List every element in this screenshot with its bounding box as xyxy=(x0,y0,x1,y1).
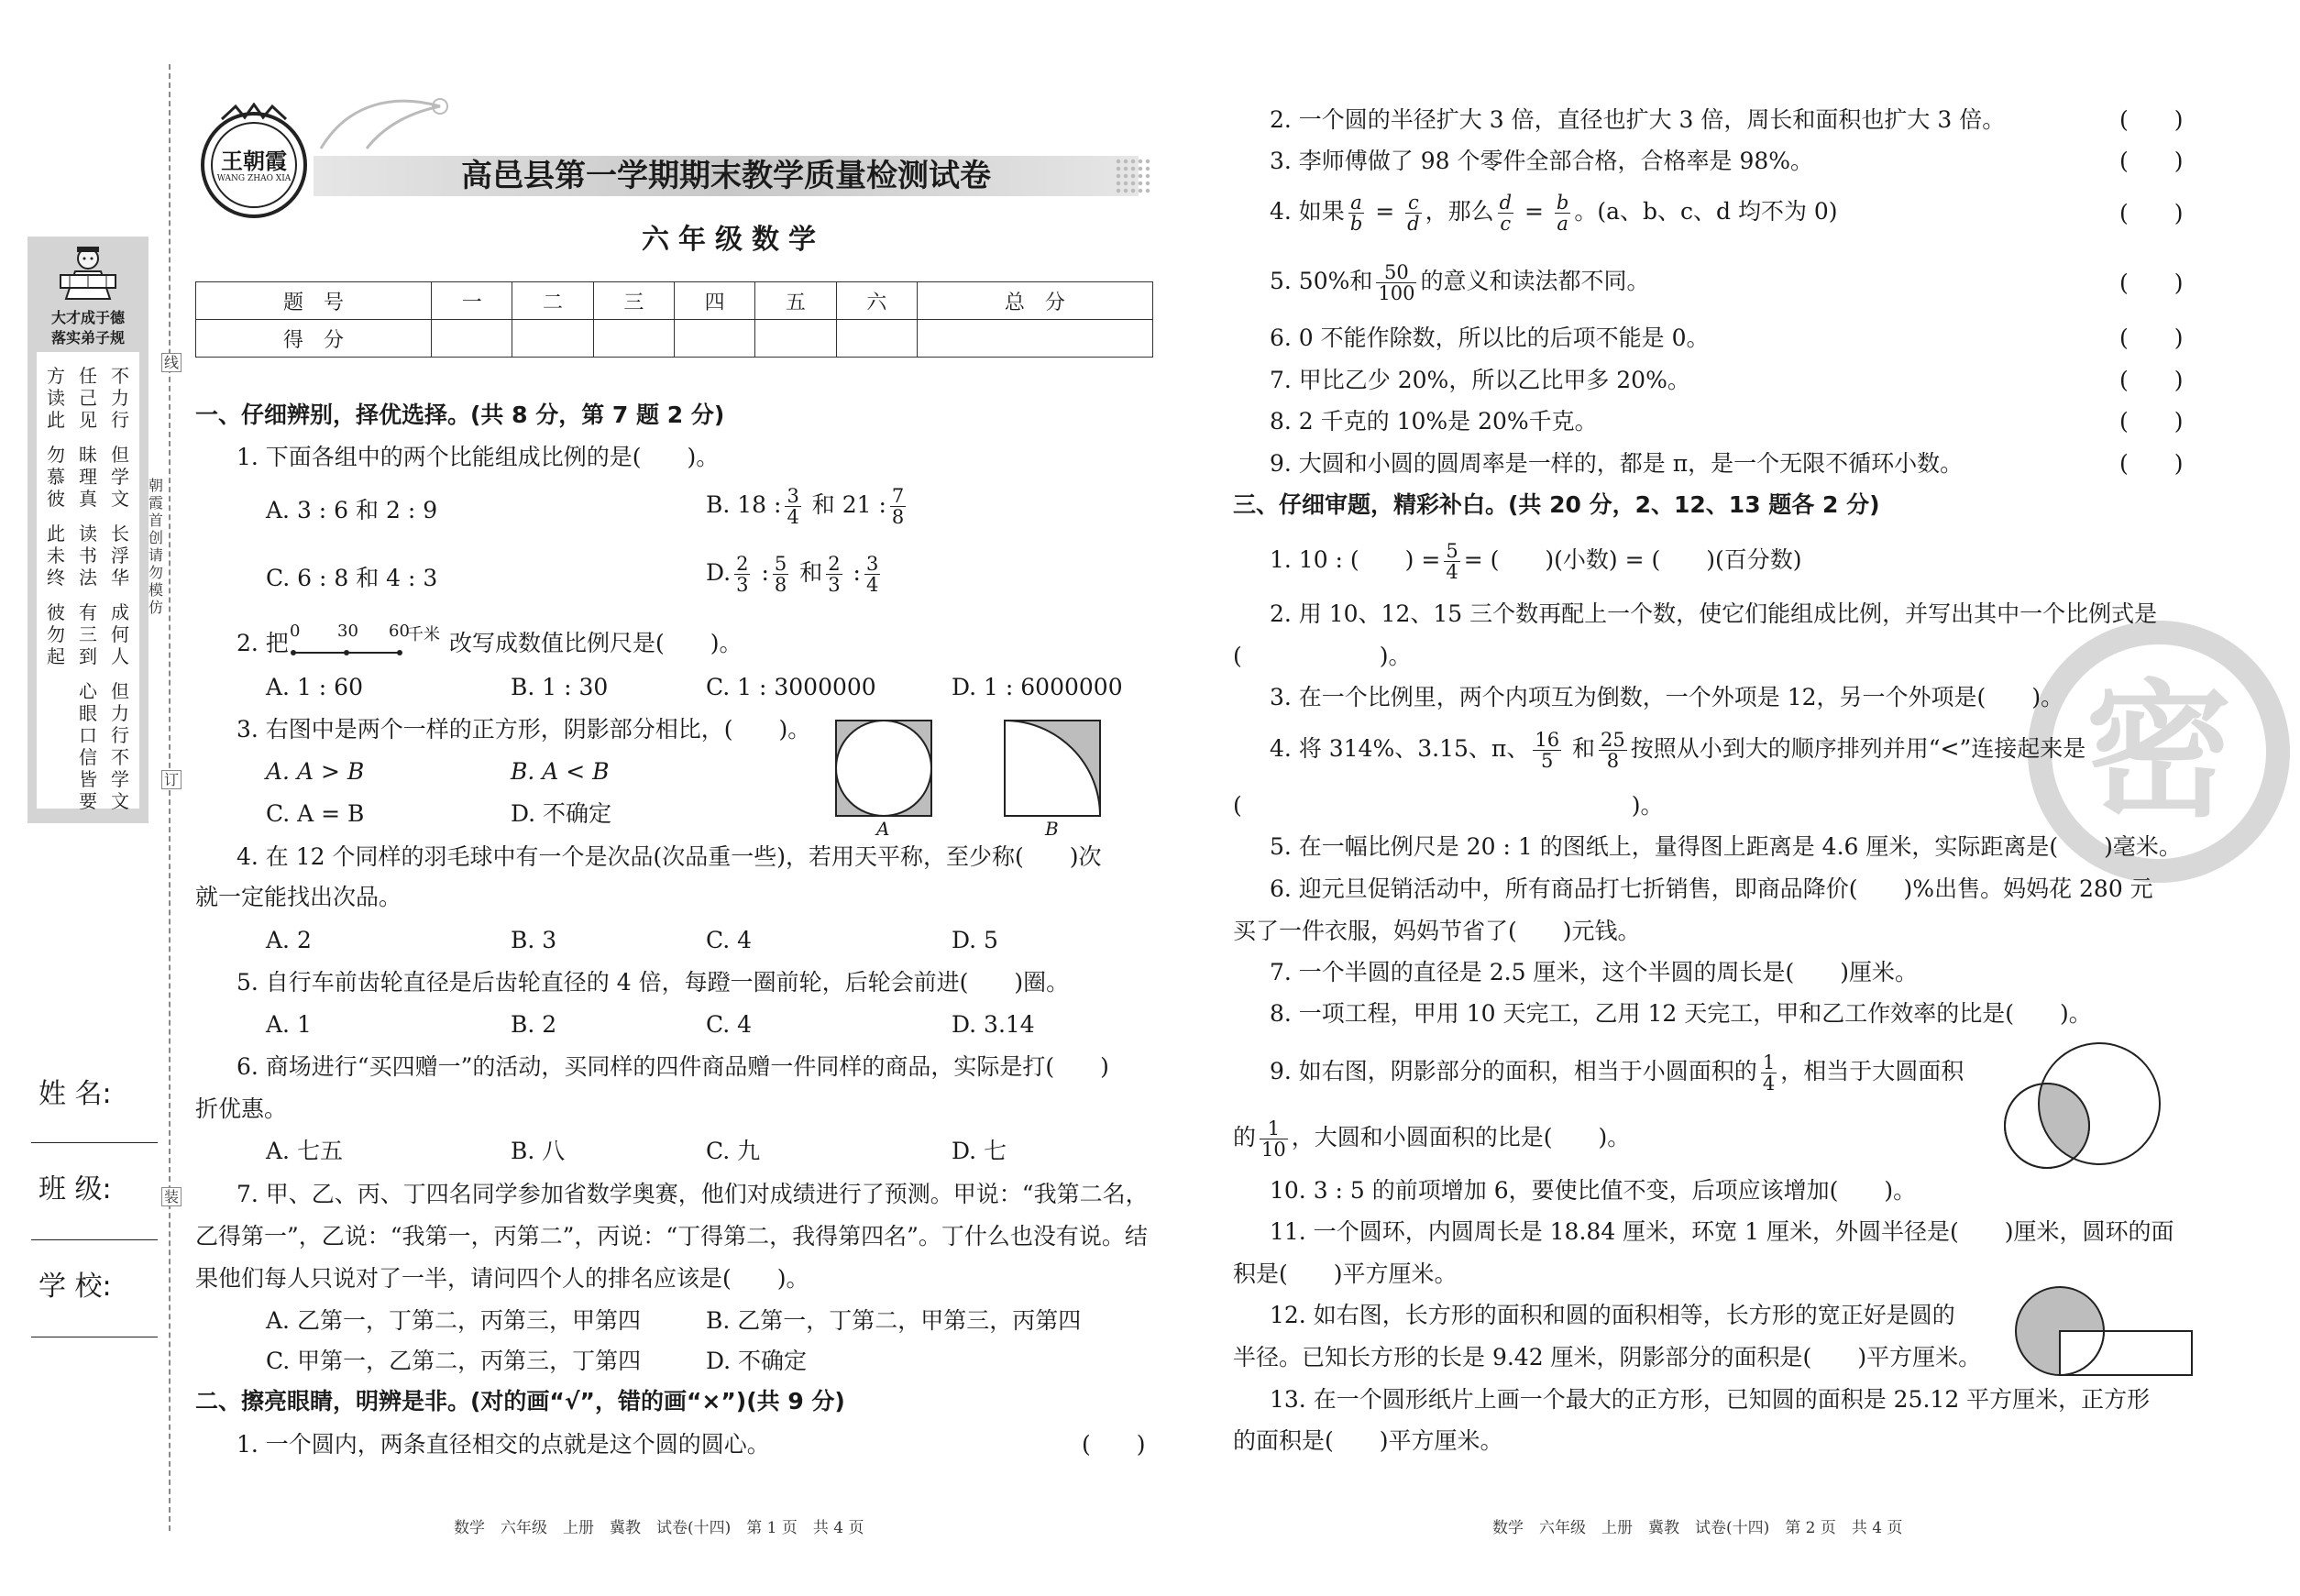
score-input-cell[interactable] xyxy=(593,320,674,358)
p3-q3: 3. 在一个比例里，两个内项互为倒数，一个外项是 12，另一个外项是( )。 xyxy=(1270,684,2064,710)
p1-q1-opt-d: D. $\frac{2}{3}$ : $\frac{5}{8}$ 和 $\frac{2}{3}$ : $\frac{3}{4}$ xyxy=(706,553,879,596)
answer-blank[interactable]: ( ) xyxy=(2119,270,2184,296)
answer-blank[interactable]: ( ) xyxy=(2119,325,2184,351)
motto-col: 但力行 xyxy=(111,680,129,746)
brand-text: 王朝霞 xyxy=(221,148,287,174)
scale-tick: 30 xyxy=(337,622,358,641)
p1-q7-opt-b: B. 乙第一，丁第二，甲第三，丙第四 xyxy=(706,1307,1082,1334)
p2-q2: 2. 一个圆的半径扩大 3 倍，直径也扩大 3 倍，周长和面积也扩大 3 倍。 xyxy=(1270,106,2006,133)
score-table-header-row xyxy=(196,282,1153,320)
p1-q2-post: 改写成数值比例尺是( )。 xyxy=(449,630,743,656)
p1-q7-opt-d: D. 不确定 xyxy=(706,1348,808,1374)
p1-q6-opt-c: C. 九 xyxy=(706,1138,761,1164)
binding-dashed-line xyxy=(169,64,171,1531)
motto-col: 不力行 xyxy=(111,365,129,431)
p1-q6-opt-b: B. 八 xyxy=(511,1138,566,1164)
score-input-cell[interactable] xyxy=(512,320,593,358)
seal-char: 密 xyxy=(2085,666,2232,837)
p2-q9: 9. 大圆和小圆的圆周率是一样的，都是 π，是一个无限不循环小数。 xyxy=(1270,450,1964,477)
table-cell: 题 号 xyxy=(196,282,432,320)
square-circle-figure xyxy=(834,719,1115,840)
score-input-cell[interactable] xyxy=(674,320,754,358)
answer-blank[interactable]: ( ) xyxy=(2119,367,2184,393)
p3-q13-line1: 13. 在一个圆形纸片上画一个最大的正方形，已知圆的面积是 25.12 平方厘米，正方形 xyxy=(1270,1386,2151,1413)
p3-q4: 4. 将 314%、3.15、π、 $\frac{16}{5}$ 和 $\frac{25}{8}$ 按照从小到大的顺序排列并用“<”连接起来是 xyxy=(1270,729,2086,772)
motto-col: 不学文 xyxy=(111,746,129,812)
table-cell: 一 xyxy=(432,282,512,320)
score-input-cell[interactable] xyxy=(755,320,836,358)
p2-q6: 6. 0 不能作除数，所以比的后项不能是 0。 xyxy=(1270,325,1710,351)
p1-q5-opt-d: D. 3.14 xyxy=(952,1011,1035,1038)
p3-q11-line2: 积是( )平方厘米。 xyxy=(1233,1260,1458,1287)
score-input-cell[interactable] xyxy=(836,320,917,358)
p3-q5: 5. 在一幅比例尺是 20 : 1 的图纸上，量得图上距离是 4.6 厘米，实际距离是( )毫米。 xyxy=(1270,833,2182,860)
scale-bar xyxy=(290,620,453,660)
p3-q7: 7. 一个半圆的直径是 2.5 厘米，这个半圆的周长是( )厘米。 xyxy=(1270,959,1918,985)
p1-q4: 4. 在 12 个同样的羽毛球中有一个是次品(次品重一些)，若用天平称，至少称( )次 xyxy=(237,843,1102,870)
p1-q2-pre: 2. 把 xyxy=(237,630,289,656)
answer-blank[interactable]: ( ) xyxy=(2119,106,2184,133)
p1-q6: 6. 商场进行“买四赠一”的活动，买同样的四件商品赠一件同样的商品，实际是打( ) xyxy=(237,1053,1109,1080)
p2-q8: 8. 2 千克的 10%是 20%千克。 xyxy=(1270,408,1598,435)
p3-q6-line1: 6. 迎元旦促销活动中，所有商品打七折销售，即商品降价( )%出售。妈妈花 280 元 xyxy=(1270,875,2153,902)
p2-q3: 3. 李师傅做了 98 个零件全部合格，合格率是 98%。 xyxy=(1270,148,1814,174)
binding-mark-zhuang: 装 xyxy=(161,1187,182,1206)
motto-panel xyxy=(28,237,149,823)
p1-q4-opt-b: B. 3 xyxy=(511,927,557,953)
motto-top-1: 大才成于德 xyxy=(50,309,125,326)
p1-q3-opt-d: D. 不确定 xyxy=(511,800,612,827)
motto-col: 读书法 xyxy=(79,523,97,589)
p1-q3-opt-a: A. A > B xyxy=(266,758,365,785)
motto-col: 方读此 xyxy=(47,365,65,431)
p1-q7-line3: 果他们每人只说对了一半，请问四个人的排名应该是( )。 xyxy=(195,1265,809,1292)
p2-q1: 1. 一个圆内，两条直径相交的点就是这个圆的圆心。 xyxy=(237,1431,770,1458)
motto-col: 长浮华 xyxy=(111,523,129,589)
p1-q1: 1. 下面各组中的两个比能组成比例的是( )。 xyxy=(237,444,720,470)
p3-q13-line2: 的面积是( )平方厘米。 xyxy=(1233,1427,1503,1454)
p1-q3-opt-c: C. A = B xyxy=(266,800,365,827)
p3-q2-line1: 2. 用 10、12、15 三个数再配上一个数，使它们能组成比例，并写出其中一个比例式是 xyxy=(1270,600,2158,627)
answer-blank[interactable]: ( ) xyxy=(2119,148,2184,174)
p3-q10: 10. 3 : 5 的前项增加 6，要使比值不变，后项应该增加( )。 xyxy=(1270,1177,1917,1204)
binding-mark-ding: 订 xyxy=(161,770,182,789)
p1-q5-opt-a: A. 1 xyxy=(266,1011,312,1038)
p1-q6-opt-a: A. 七五 xyxy=(266,1138,343,1164)
p3-q11-line1: 11. 一个圆环，内圆周长是 18.84 厘米，环宽 1 厘米，外圆半径是( )厘米，圆环的面 xyxy=(1270,1218,2174,1245)
p3-q4-line2: ( )。 xyxy=(1233,792,1664,819)
p3-q9-line2: 的 $\frac{1}{10}$ ，大圆和小圆面积的比是( )。 xyxy=(1233,1117,1631,1161)
part3-heading: 三、仔细审题，精彩补白。(共 20 分，2、12、13 题各 2 分) xyxy=(1233,491,1880,518)
answer-blank[interactable]: ( ) xyxy=(2119,408,2184,435)
motto-col: 有三到 xyxy=(79,601,97,667)
motto-col: 信皆要 xyxy=(79,746,97,812)
p1-q4-opt-c: C. 4 xyxy=(706,927,753,953)
scale-tick: 60 xyxy=(389,622,410,641)
footer-left: 数学 六年级 上册 冀教 试卷(十四) 第 1 页 共 4 页 xyxy=(454,1519,864,1537)
p1-q1-opt-a: A. 3 : 6 和 2 : 9 xyxy=(266,497,438,523)
exam-title: 高邑县第一学期期末教学质量检测试卷 xyxy=(461,158,991,194)
p1-q5: 5. 自行车前齿轮直径是后齿轮直径的 4 倍，每蹬一圈前轮，后轮会前进( )圈。 xyxy=(237,969,1070,996)
scale-unit: 千米 xyxy=(407,625,440,644)
ribbon-swirl xyxy=(312,84,458,158)
table-cell: 三 xyxy=(593,282,674,320)
binding-mark-line: 线 xyxy=(161,353,182,372)
p1-q6-cont: 折优惠。 xyxy=(195,1095,288,1122)
table-cell: 五 xyxy=(755,282,836,320)
p1-q2-opt-c: C. 1 : 3000000 xyxy=(706,674,876,700)
exam-subtitle: 六年级数学 xyxy=(642,224,825,256)
p1-q6-opt-d: D. 七 xyxy=(952,1138,1007,1164)
score-input-cell[interactable] xyxy=(432,320,512,358)
answer-blank[interactable]: ( ) xyxy=(2119,450,2184,477)
p1-q4-opt-a: A. 2 xyxy=(266,927,312,953)
p3-q2-line2: ( )。 xyxy=(1233,643,1412,669)
motto-col: 但学文 xyxy=(111,444,129,510)
p3-q8: 8. 一项工程，甲用 10 天完工，乙用 12 天完工，甲和乙工作效率的比是( )。 xyxy=(1270,1000,2092,1027)
motto-col: 成何人 xyxy=(111,601,129,667)
figure-label-b: B xyxy=(1045,818,1059,840)
p2-q5: 5. 50%和 $\frac{50}{100}$ 的意义和读法都不同。 xyxy=(1270,261,1650,304)
brand-logo xyxy=(194,103,314,222)
figure-label-a: A xyxy=(876,818,890,840)
p1-q7-opt-c: C. 甲第一，乙第二，丙第三，丁第四 xyxy=(266,1348,642,1374)
table-cell: 得 分 xyxy=(196,320,432,358)
score-input-cell[interactable] xyxy=(917,320,1152,358)
motto-col: 任己见 xyxy=(79,365,97,431)
p1-q7-line2: 乙得第一”，乙说：“我第一，丙第二”，丙说：“丁得第二，我得第四名”。丁什么也没有说。结 xyxy=(195,1223,1148,1249)
scholar-figure-icon xyxy=(53,244,123,303)
p1-q7-opt-a: A. 乙第一，丁第二，丙第三，甲第四 xyxy=(266,1307,641,1334)
p3-q1: 1. 10 : ( ) = $\frac{5}{4}$ = ( )(小数) = ( )(百分数) xyxy=(1270,540,1802,583)
score-table xyxy=(195,281,1153,358)
p2-q7: 7. 甲比乙少 20%，所以乙比甲多 20%。 xyxy=(1270,367,1690,393)
vertical-note: 朝霞首创 请勿模仿 xyxy=(148,477,163,616)
table-cell: 二 xyxy=(512,282,593,320)
p1-q5-opt-b: B. 2 xyxy=(511,1011,557,1038)
p1-q2-opt-b: B. 1 : 30 xyxy=(511,674,609,700)
p1-q3-opt-b: B. A < B xyxy=(511,758,610,785)
p1-q2-opt-d: D. 1 : 6000000 xyxy=(952,674,1123,700)
motto-col: 此未终 xyxy=(47,523,65,589)
p3-q6-line2: 买了一件衣服，妈妈节省了( )元钱。 xyxy=(1233,918,1641,944)
p1-q3: 3. 右图中是两个一样的正方形，阴影部分相比，( )。 xyxy=(237,716,811,743)
motto-col: 心眼口 xyxy=(79,680,97,746)
footer-right: 数学 六年级 上册 冀教 试卷(十四) 第 2 页 共 4 页 xyxy=(1492,1519,1903,1537)
circle-rectangle-figure xyxy=(2012,1283,2195,1379)
p1-q4-cont: 就一定能找出次品。 xyxy=(195,884,402,910)
part1-heading: 一、仔细辨别，择优选择。(共 8 分，第 7 题 2 分) xyxy=(195,402,725,428)
school-label: 学 校: xyxy=(39,1271,112,1303)
p1-q5-opt-c: C. 4 xyxy=(706,1011,753,1038)
brand-subtext: WANG ZHAO XIA xyxy=(216,174,292,183)
motto-col: 勿慕彼 xyxy=(47,444,65,510)
p3-q12-line2: 半径。已知长方形的长是 9.42 厘米，阴影部分的面积是( )平方厘米。 xyxy=(1233,1344,1982,1370)
answer-blank[interactable]: ( ) xyxy=(2119,200,2184,226)
motto-col: 彼勿起 xyxy=(47,601,65,667)
motto-top-2: 落实弟子规 xyxy=(50,329,125,347)
p3-q9-line1: 9. 如右图，阴影部分的面积，相当于小圆面积的 $\frac{1}{4}$ ，相当于大圆面积 xyxy=(1270,1051,1964,1095)
class-line[interactable] xyxy=(31,1239,158,1240)
table-cell: 四 xyxy=(674,282,754,320)
p1-q1-opt-c: C. 6 : 8 和 4 : 3 xyxy=(266,565,438,591)
p1-q7-line1: 7. 甲、乙、丙、丁四名同学参加省数学奥赛，他们对成绩进行了预测。甲说：“我第二名， xyxy=(237,1181,1149,1207)
overlapping-circles-figure xyxy=(2003,1040,2168,1177)
score-table-score-row xyxy=(196,320,1153,358)
p1-q4-opt-d: D. 5 xyxy=(952,927,998,953)
scale-tick: 0 xyxy=(290,622,301,641)
p2-q4: 4. 如果 $\frac{a}{b}$ = $\frac{c}{d}$ ，那么 $\frac{d}{c}$ = $\frac{b}{a}$ 。(a、b、c、d 均不为 0) xyxy=(1270,192,1838,235)
p1-q2-opt-a: A. 1 : 60 xyxy=(266,674,363,700)
answer-blank[interactable]: ( ) xyxy=(1082,1431,1146,1458)
p3-q12-line1: 12. 如右图，长方形的面积和圆的面积相等，长方形的宽正好是圆的 xyxy=(1270,1302,1955,1328)
class-label: 班 级: xyxy=(39,1173,112,1205)
name-label: 姓 名: xyxy=(39,1078,112,1110)
name-line[interactable] xyxy=(31,1142,158,1143)
motto-col: 昧理真 xyxy=(79,444,97,510)
table-cell: 总 分 xyxy=(917,282,1152,320)
table-cell: 六 xyxy=(836,282,917,320)
part2-heading: 二、擦亮眼睛，明辨是非。(对的画“√”，错的画“×”)(共 9 分) xyxy=(195,1388,845,1414)
p1-q1-opt-b: B. 18 : $\frac{3}{4}$ 和 21 : $\frac{7}{8}$ xyxy=(706,485,905,528)
